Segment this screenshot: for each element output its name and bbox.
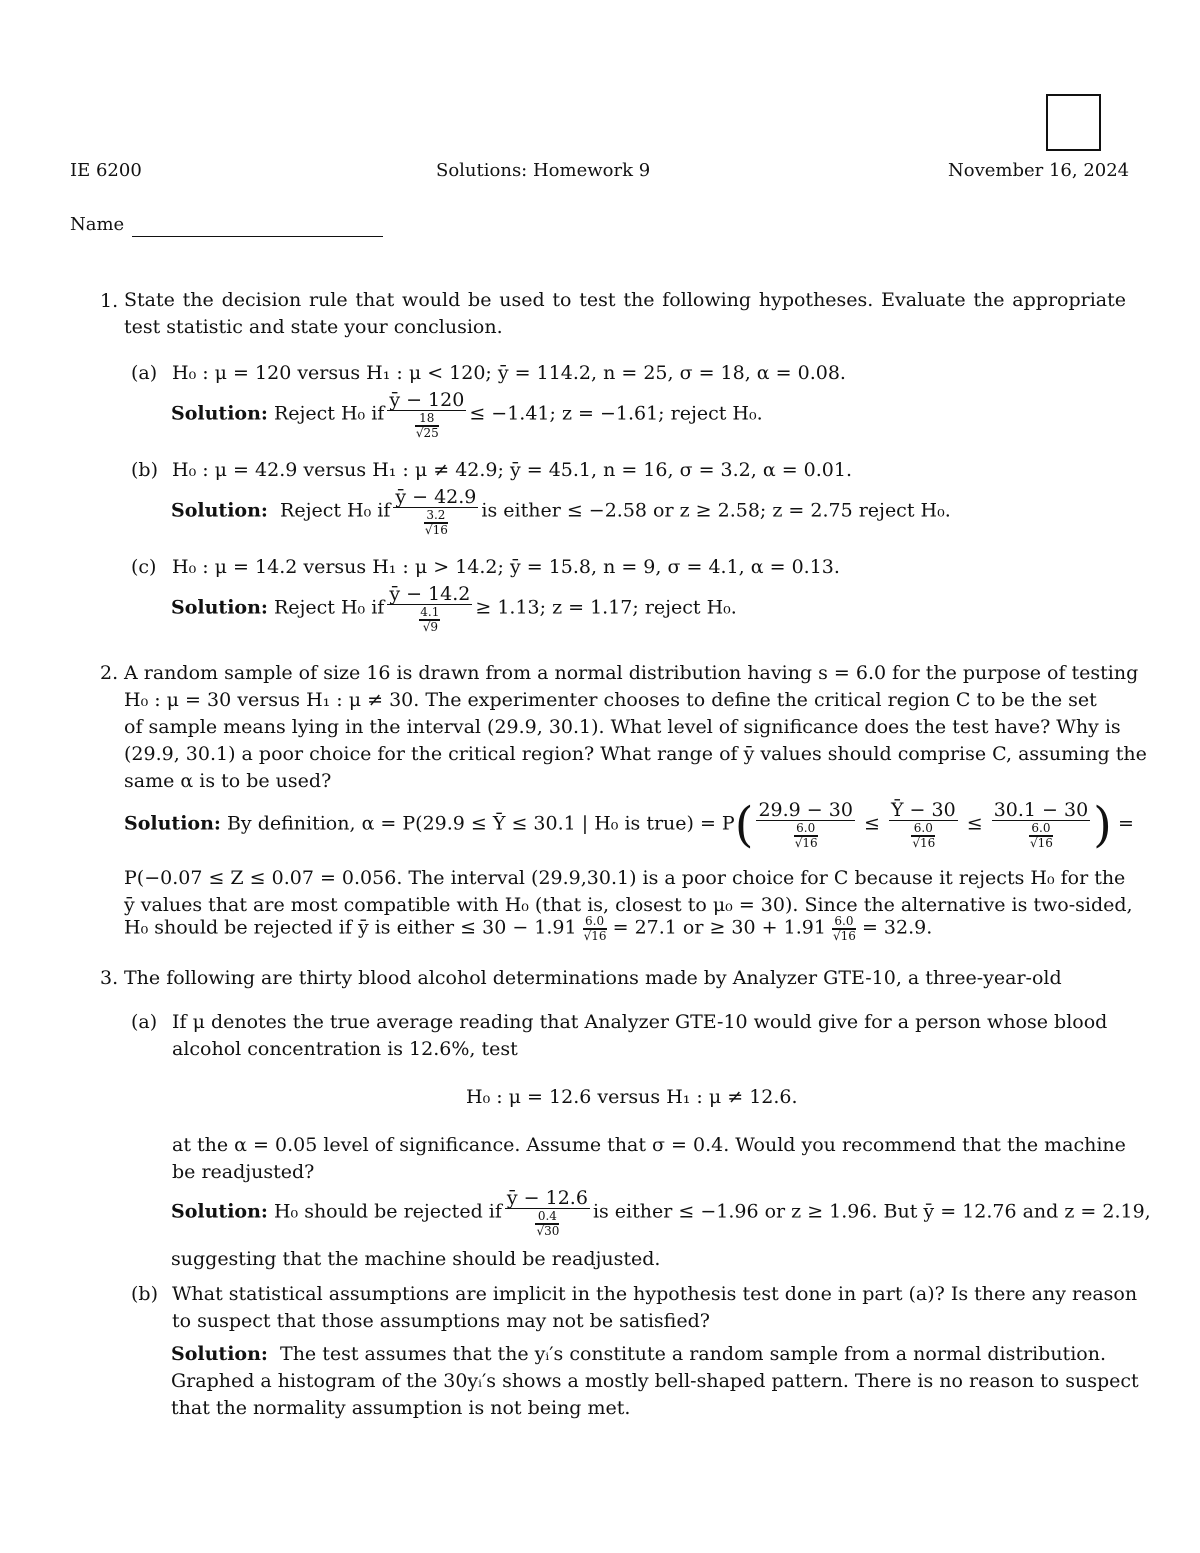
q2-small-frac-2-den: √16 (832, 929, 856, 943)
right-paren: ) (1093, 796, 1112, 853)
q2-solution-line-3: ȳ values that are most compatible with H₀ (that is, closest to μ₀ = 30). Since the alternative is two-sided, (124, 894, 1133, 916)
leq-symbol: ≤ (863, 812, 880, 835)
q2-frac-1-den-den: √16 (794, 836, 818, 850)
q1c-solution (171, 584, 737, 633)
document-date: November 16, 2024 (948, 160, 1130, 181)
q2-frac-1-num: 29.9 − 30 (758, 799, 853, 821)
q1c-frac-den-num: 4.1 (420, 605, 440, 619)
q3b-label: (b) (131, 1283, 158, 1305)
q3a-sol-post: is either ≤ −1.96 or z ≥ 1.96. But ȳ = 12.76 and z = 2.19, (592, 1200, 1151, 1223)
q2-frac-3-num: 30.1 − 30 (993, 799, 1089, 821)
name-field-line (132, 236, 383, 237)
q1b-statement: H₀ : μ = 42.9 versus H₁ : μ ≠ 42.9; ȳ = 45.1, n = 16, σ = 3.2, α = 0.01. (172, 459, 853, 481)
q1b-label: (b) (131, 459, 158, 481)
q2-frac-1 (756, 800, 854, 849)
q1a-solution (171, 390, 763, 439)
q2-small-frac-1-den: √16 (583, 929, 607, 943)
q1b-sol-pre: Reject H₀ if (280, 499, 391, 522)
q1a-sol-post: ≤ −1.41; z = −1.61; reject H₀. (469, 402, 763, 425)
q3b-line-1: What statistical assumptions are implicit in the hypothesis test done in part (a)? Is there any reason (172, 1283, 1138, 1305)
q2-small-frac-1 (583, 915, 607, 942)
q2-line-2: H₀ : μ = 30 versus H₁ : μ ≠ 30. The experimenter chooses to define the critical region C to be the set (124, 689, 1097, 711)
document-title: Solutions: Homework 9 (436, 160, 651, 181)
q2-sol4-c: = 32.9. (861, 916, 933, 939)
solution-label: Solution: (171, 596, 268, 619)
q1-intro: State the decision rule that would be used to test the following hypotheses. Evaluate the appropriate test statistic and state your conclusion. (124, 289, 1126, 338)
q3a-frac-den-den: √30 (536, 1224, 560, 1238)
q1c-frac-den-den: √9 (419, 620, 440, 633)
q3a-frac-num: ȳ − 12.6 (506, 1187, 588, 1209)
q2-line-5: same α is to be used? (124, 770, 332, 792)
q2-solution-line-1 (124, 796, 1134, 853)
q2-frac-3-den-num: 6.0 (1029, 822, 1053, 836)
q2-frac-3-den-den: √16 (1029, 836, 1053, 850)
equals-symbol: = (1117, 812, 1134, 835)
q3a-hypotheses-display: H₀ : μ = 12.6 versus H₁ : μ ≠ 12.6. (466, 1086, 798, 1108)
course-code: IE 6200 (70, 160, 142, 181)
leq-symbol: ≤ (966, 812, 983, 835)
q2-frac-1-den-num: 6.0 (794, 822, 818, 836)
q3-intro: The following are thirty blood alcohol determinations made by Analyzer GTE-10, a three-year-old (124, 967, 1062, 989)
q2-line-3: of sample means lying in the interval (29.9, 30.1). What level of significance does the test have? Why is (124, 716, 1121, 738)
q1a-frac-den-den: √25 (415, 426, 439, 440)
name-label: Name (70, 214, 125, 235)
q3-number: 3. (100, 967, 119, 989)
q2-small-frac-2 (832, 915, 856, 942)
q3a-frac-den-num: 0.4 (535, 1210, 559, 1224)
q1-number: 1. (100, 290, 119, 312)
q1c-sol-pre: Reject H₀ if (273, 596, 385, 619)
solution-label: Solution: (171, 499, 268, 522)
q1a-frac-den-num: 18 (415, 412, 439, 426)
q2-frac-2-den-num: 6.0 (911, 822, 935, 836)
q3b-solution-line-1 (171, 1343, 1106, 1365)
q1a-frac-num: ȳ − 120 (389, 389, 465, 411)
solution-label: Solution: (171, 402, 268, 425)
q2-frac-2-num: Ȳ − 30 (890, 799, 956, 821)
q1b-frac-den-den: √16 (424, 523, 448, 537)
score-box (1046, 94, 1101, 151)
q2-frac-2-den-den: √16 (912, 836, 936, 850)
q3a-label: (a) (131, 1011, 158, 1033)
q1b-frac-num: ȳ − 42.9 (395, 486, 477, 508)
q1b-frac-den-num: 3.2 (424, 509, 448, 523)
q1a-sol-pre: Reject H₀ if (273, 402, 385, 425)
q3a-sol-pre: H₀ should be rejected if (273, 1200, 502, 1223)
q3b-line-2: to suspect that those assumptions may not be satisfied? (172, 1310, 710, 1332)
q1a-statement: H₀ : μ = 120 versus H₁ : μ < 120; ȳ = 114.2, n = 25, σ = 18, α = 0.08. (172, 362, 846, 384)
q2-line-4: (29.9, 30.1) a poor choice for the critical region? What range of ȳ values should comprise C, assuming the (124, 743, 1147, 765)
q1b-fraction (393, 487, 478, 536)
q1c-sol-post: ≥ 1.13; z = 1.17; reject H₀. (475, 596, 737, 619)
q2-line-1: A random sample of size 16 is drawn from a normal distribution having s = 6.0 for the purpose of testing (124, 662, 1139, 684)
q3a-line-3: at the α = 0.05 level of significance. Assume that σ = 0.4. Would you recommend that the machine (172, 1134, 1126, 1156)
q2-small-frac-2-num: 6.0 (832, 915, 856, 929)
solution-label: Solution: (124, 812, 221, 835)
q2-small-frac-1-num: 6.0 (583, 915, 607, 929)
q2-frac-2 (889, 800, 958, 849)
q1a-label: (a) (131, 362, 158, 384)
q1c-frac-num: ȳ − 14.2 (389, 583, 471, 605)
q3a-fraction (505, 1188, 590, 1237)
q2-frac-3 (992, 800, 1090, 849)
q2-sol4-b: = 27.1 or ≥ 30 + 1.91 (612, 916, 826, 939)
q1c-statement: H₀ : μ = 14.2 versus H₁ : μ > 14.2; ȳ = 15.8, n = 9, σ = 4.1, α = 0.13. (172, 556, 840, 578)
q2-sol-pre: By definition, α = P(29.9 ≤ Ȳ ≤ 30.1 | H₀ is true) = P (226, 812, 735, 835)
q2-solution-line-2: P(−0.07 ≤ Z ≤ 0.07 = 0.056. The interval (29.9,30.1) is a poor choice for C because it rejects H₀ for the (124, 867, 1126, 889)
q3a-line-1: If μ denotes the true average reading that Analyzer GTE-10 would give for a person whose blood (172, 1011, 1108, 1033)
q3b-solution-line-3: that the normality assumption is not being met. (171, 1397, 631, 1419)
q2-solution-line-4 (124, 915, 932, 942)
q2-sol4-a: H₀ should be rejected if ȳ is either ≤ 30 − 1.91 (124, 916, 577, 939)
q1c-fraction (387, 584, 472, 633)
left-paren: ( (734, 796, 754, 853)
q3a-line-4: be readjusted? (172, 1161, 315, 1183)
q2-number: 2. (100, 662, 119, 684)
q1a-fraction (387, 390, 466, 439)
q1b-sol-post: is either ≤ −2.58 or z ≥ 2.58; z = 2.75 reject H₀. (481, 499, 951, 522)
q3a-line-2: alcohol concentration is 12.6%, test (172, 1038, 518, 1060)
q1c-label: (c) (131, 556, 157, 578)
q3a-solution-line-2: suggesting that the machine should be readjusted. (171, 1248, 661, 1270)
q3b-solution-line-2: Graphed a histogram of the 30yᵢ′s shows a mostly bell-shaped pattern. There is no reason to suspect (171, 1370, 1139, 1392)
q1b-solution (171, 487, 951, 536)
q3b-sol-text-1: The test assumes that the yᵢ′s constitute a random sample from a normal distribution. (280, 1343, 1106, 1365)
q3a-solution (171, 1188, 1151, 1237)
solution-label: Solution: (171, 1200, 268, 1223)
solution-label: Solution: (171, 1343, 268, 1365)
